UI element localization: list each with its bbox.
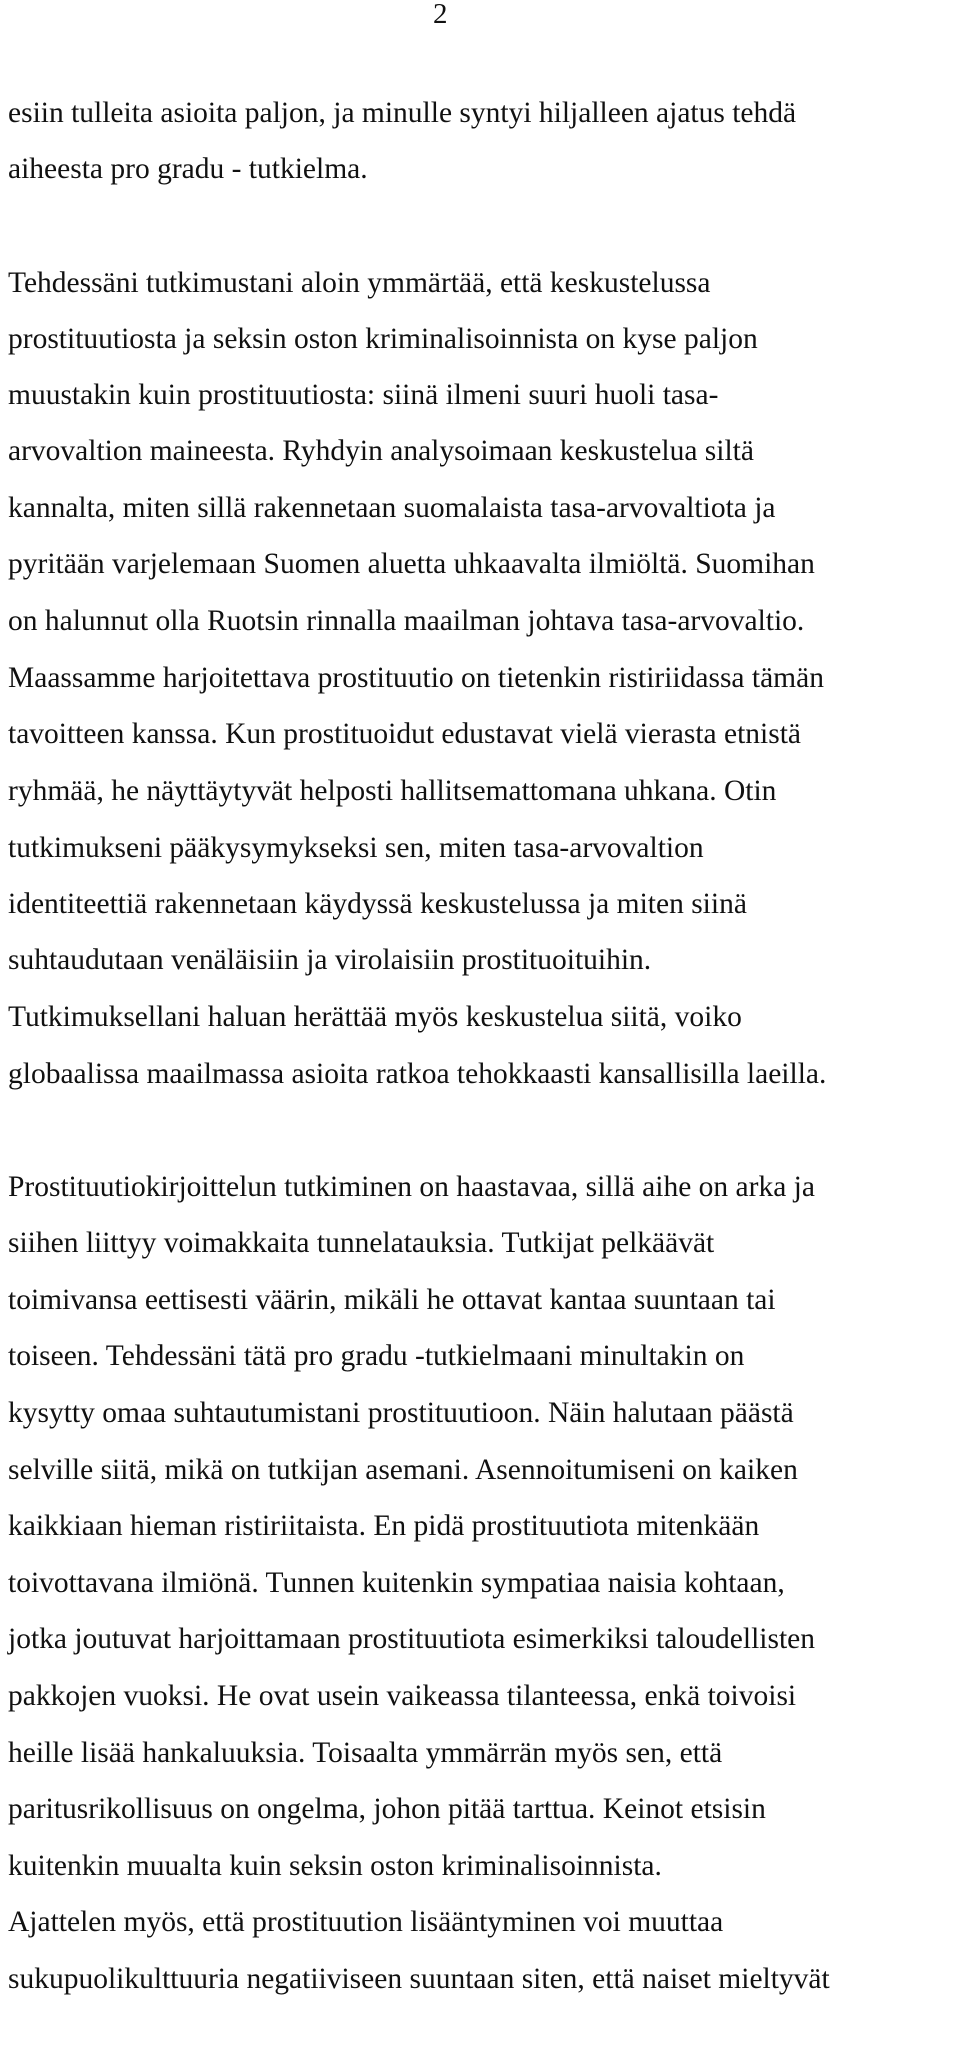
text-line: Tehdessäni tutkimustani aloin ymmärtää, että keskustelussa [8,267,711,299]
text-line: tavoitteen kanssa. Kun prostituoidut edustavat vielä vierasta etnistä [8,718,802,750]
text-line: paritusrikollisuus on ongelma, johon pitää tarttua. Keinot etsisin [8,1793,766,1825]
text-line: kysytty omaa suhtautumistani prostituutioon. Näin halutaan päästä [8,1397,794,1429]
text-line: pyritään varjelemaan Suomen aluetta uhkaavalta ilmiöltä. Suomihan [8,548,815,580]
text-line: toiseen. Tehdessäni tätä pro gradu -tutkielmaani minultakin on [8,1340,745,1372]
text-line: kannalta, miten sillä rakennetaan suomalaista tasa-arvovaltiota ja [8,492,776,524]
text-line: ryhmää, he näyttäytyvät helposti hallitsemattomana uhkana. Otin [8,775,777,807]
text-line: jotka joutuvat harjoittamaan prostituutiota esimerkiksi taloudellisten [8,1623,815,1655]
text-line: kuitenkin muualta kuin seksin oston kriminalisoinnista. [8,1850,662,1882]
text-line: globaalissa maailmassa asioita ratkoa tehokkaasti kansallisilla laeilla. [8,1058,827,1090]
text-line: pakkojen vuoksi. He ovat usein vaikeassa tilanteessa, enkä toivoisi [8,1680,797,1712]
text-line: toimivansa eettisesti väärin, mikäli he ottavat kantaa suuntaan tai [8,1284,776,1316]
text-line: arvovaltion maineesta. Ryhdyin analysoimaan keskustelua siltä [8,435,754,467]
text-line: Prostituutiokirjoittelun tutkiminen on haastavaa, sillä aihe on arka ja [8,1171,815,1203]
text-line: suhtaudutaan venäläisiin ja virolaisiin prostituoituihin. [8,944,652,976]
text-line: sukupuolikulttuuria negatiiviseen suuntaan siten, että naiset mieltyvät [8,1963,830,1995]
text-line: identiteettiä rakennetaan käydyssä keskustelussa ja miten siinä [8,888,747,920]
text-line: Tutkimuksellani haluan herättää myös keskustelua siitä, voiko [8,1001,742,1033]
text-line: kaikkiaan hieman ristiriitaista. En pidä prostituutiota mitenkään [8,1510,760,1542]
text-line: aiheesta pro gradu - tutkielma. [8,153,368,185]
text-line: muustakin kuin prostituutiosta: siinä ilmeni suuri huoli tasa- [8,379,719,411]
text-line: toivottavana ilmiönä. Tunnen kuitenkin sympatiaa naisia kohtaan, [8,1567,785,1599]
text-line: on halunnut olla Ruotsin rinnalla maailman johtava tasa-arvovaltio. [8,605,805,637]
page-number: 2 [433,0,448,30]
text-line: heille lisää hankaluuksia. Toisaalta ymmärrän myös sen, että [8,1737,723,1769]
text-line: Maassamme harjoitettava prostituutio on tietenkin ristiriidassa tämän [8,662,824,694]
text-line: siihen liittyy voimakkaita tunnelatauksia. Tutkijat pelkäävät [8,1227,715,1259]
text-line: tutkimukseni pääkysymykseksi sen, miten tasa-arvovaltion [8,832,704,864]
text-line: Ajattelen myös, että prostituution lisääntyminen voi muuttaa [8,1906,724,1938]
text-line: prostituutiosta ja seksin oston kriminalisoinnista on kyse paljon [8,323,758,355]
text-line: selville siitä, mikä on tutkijan asemani. Asennoitumiseni on kaiken [8,1454,798,1486]
text-line: esiin tulleita asioita paljon, ja minulle syntyi hiljalleen ajatus tehdä [8,97,797,129]
